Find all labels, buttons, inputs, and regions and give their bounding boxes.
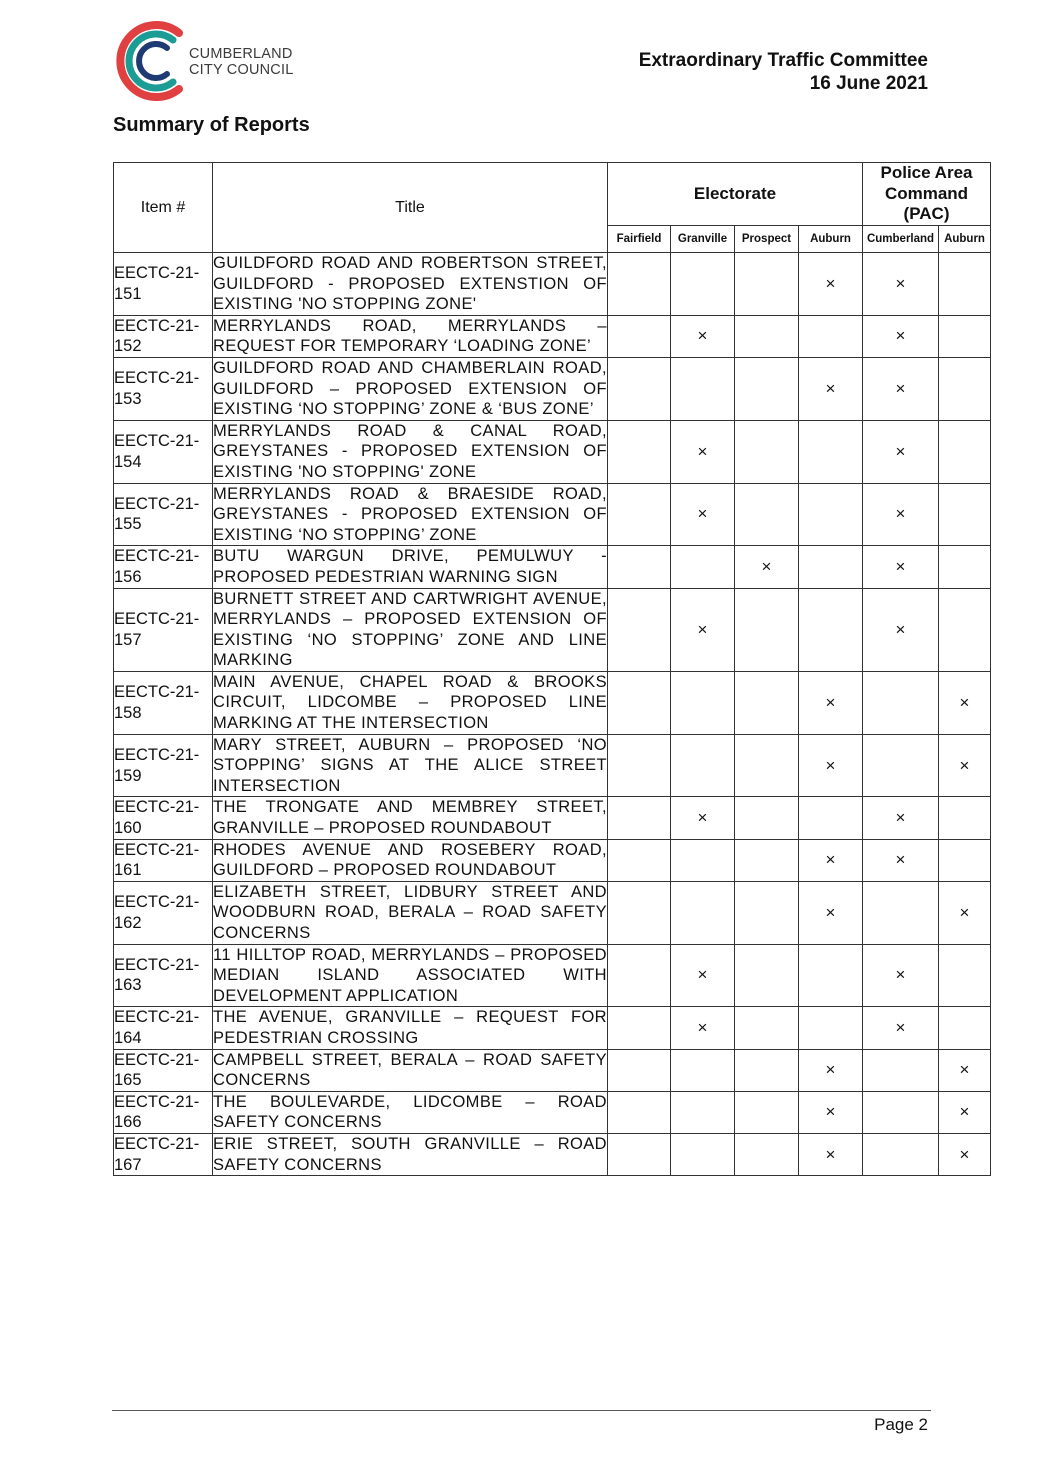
mark-cell: [735, 420, 799, 483]
mark-cell: [939, 253, 991, 316]
mark-cell: [608, 357, 671, 420]
council-logo-icon: [113, 20, 187, 102]
header-col-auburn-pac: Auburn: [939, 226, 991, 253]
mark-cell: [735, 1049, 799, 1091]
logo-line-2: CITY COUNCIL: [189, 62, 294, 78]
summary-title: Summary of Reports: [113, 114, 310, 136]
mark-cell: ×: [863, 588, 939, 671]
mark-cell: [863, 881, 939, 944]
mark-cell: [671, 671, 735, 734]
report-title: THE TRONGATE AND MEMBREY STREET, GRANVILLE – PROPOSED ROUNDABOUT: [213, 797, 608, 839]
mark-cell: [939, 483, 991, 546]
mark-cell: [863, 734, 939, 797]
header-pac: Police Area Command (PAC): [863, 163, 991, 226]
mark-cell: [799, 1007, 863, 1049]
mark-cell: [863, 1133, 939, 1175]
header-col-auburn: Auburn: [799, 226, 863, 253]
item-number: EECTC-21-161: [114, 839, 213, 881]
mark-cell: [939, 839, 991, 881]
mark-cell: [939, 588, 991, 671]
mark-cell: [608, 1049, 671, 1091]
mark-cell: [608, 1133, 671, 1175]
mark-cell: [608, 420, 671, 483]
council-logo: [113, 20, 313, 102]
item-number: EECTC-21-158: [114, 671, 213, 734]
header-item: Item #: [114, 163, 213, 253]
mark-cell: [799, 944, 863, 1007]
mark-cell: [608, 546, 671, 588]
mark-cell: [735, 357, 799, 420]
mark-cell: [671, 546, 735, 588]
mark-cell: [735, 588, 799, 671]
mark-cell: [608, 1007, 671, 1049]
item-number: EECTC-21-155: [114, 483, 213, 546]
report-title: THE BOULEVARDE, LIDCOMBE – ROAD SAFETY CONCERNS: [213, 1091, 608, 1133]
report-title: GUILDFORD ROAD AND ROBERTSON STREET, GUILDFORD - PROPOSED EXTENSTION OF EXISTING 'NO STOPPING ZONE': [213, 253, 608, 316]
table-row: [114, 483, 991, 546]
table-row: [114, 944, 991, 1007]
mark-cell: [735, 483, 799, 546]
item-number: EECTC-21-159: [114, 734, 213, 797]
mark-cell: [799, 546, 863, 588]
mark-cell: ×: [939, 1133, 991, 1175]
report-title: MARY STREET, AUBURN – PROPOSED ‘NO STOPPING’ SIGNS AT THE ALICE STREET INTERSECTION: [213, 734, 608, 797]
mark-cell: ×: [671, 588, 735, 671]
council-logo-text: [189, 46, 293, 78]
table-row: [114, 1049, 991, 1091]
mark-cell: [608, 671, 671, 734]
mark-cell: [939, 420, 991, 483]
mark-cell: [939, 1007, 991, 1049]
table-row: [114, 797, 991, 839]
mark-cell: [608, 588, 671, 671]
report-title: MERRYLANDS ROAD, MERRYLANDS – REQUEST FOR TEMPORARY ‘LOADING ZONE’: [213, 315, 608, 357]
item-number: EECTC-21-163: [114, 944, 213, 1007]
item-number: EECTC-21-151: [114, 253, 213, 316]
table-row: [114, 357, 991, 420]
mark-cell: [799, 483, 863, 546]
logo-line-1: CUMBERLAND: [189, 46, 293, 62]
mark-cell: ×: [671, 944, 735, 1007]
item-number: EECTC-21-157: [114, 588, 213, 671]
mark-cell: [735, 839, 799, 881]
mark-cell: [863, 1091, 939, 1133]
table-row: [114, 546, 991, 588]
mark-cell: ×: [799, 1049, 863, 1091]
mark-cell: [608, 734, 671, 797]
mark-cell: ×: [863, 315, 939, 357]
mark-cell: [863, 671, 939, 734]
mark-cell: [735, 1007, 799, 1049]
mark-cell: ×: [671, 315, 735, 357]
page-number: Page 2: [874, 1415, 928, 1434]
mark-cell: ×: [799, 357, 863, 420]
mark-cell: [608, 1091, 671, 1133]
meeting-date: 16 June 2021: [809, 73, 928, 94]
mark-cell: [608, 839, 671, 881]
mark-cell: [939, 357, 991, 420]
mark-cell: [735, 1133, 799, 1175]
mark-cell: [939, 944, 991, 1007]
item-number: EECTC-21-152: [114, 315, 213, 357]
mark-cell: ×: [671, 1007, 735, 1049]
mark-cell: ×: [799, 881, 863, 944]
header-col-cumberland-pac: Cumberland: [863, 226, 939, 253]
reports-table: [113, 162, 991, 1176]
mark-cell: ×: [863, 839, 939, 881]
report-title: MERRYLANDS ROAD & BRAESIDE ROAD, GREYSTANES - PROPOSED EXTENSION OF EXISTING ‘NO STOPPING’ ZONE: [213, 483, 608, 546]
table-row: [114, 671, 991, 734]
table-row: [114, 588, 991, 671]
mark-cell: ×: [863, 546, 939, 588]
table-row: [114, 1133, 991, 1175]
mark-cell: ×: [671, 420, 735, 483]
header-col-fairfield: Fairfield: [608, 226, 671, 253]
mark-cell: [671, 839, 735, 881]
item-number: EECTC-21-153: [114, 357, 213, 420]
item-number: EECTC-21-156: [114, 546, 213, 588]
mark-cell: ×: [939, 734, 991, 797]
mark-cell: ×: [671, 797, 735, 839]
report-title: GUILDFORD ROAD AND CHAMBERLAIN ROAD, GUILDFORD – PROPOSED EXTENSION OF EXISTING ‘NO STOPPING’ ZONE & ‘BUS ZONE’: [213, 357, 608, 420]
mark-cell: [735, 1091, 799, 1133]
mark-cell: ×: [799, 1091, 863, 1133]
mark-cell: [608, 315, 671, 357]
report-title: MERRYLANDS ROAD & CANAL ROAD, GREYSTANES - PROPOSED EXTENSION OF EXISTING 'NO STOPPING' ZONE: [213, 420, 608, 483]
mark-cell: [671, 734, 735, 797]
item-number: EECTC-21-162: [114, 881, 213, 944]
mark-cell: ×: [799, 1133, 863, 1175]
mark-cell: ×: [863, 483, 939, 546]
table-row: [114, 839, 991, 881]
header-col-granville: Granville: [671, 226, 735, 253]
mark-cell: ×: [799, 671, 863, 734]
mark-cell: [671, 1133, 735, 1175]
mark-cell: ×: [863, 420, 939, 483]
mark-cell: [608, 944, 671, 1007]
mark-cell: [608, 797, 671, 839]
mark-cell: [799, 420, 863, 483]
table-row: [114, 1091, 991, 1133]
item-number: EECTC-21-154: [114, 420, 213, 483]
table-row: [114, 420, 991, 483]
report-title: 11 HILLTOP ROAD, MERRYLANDS – PROPOSED MEDIAN ISLAND ASSOCIATED WITH DEVELOPMENT APPLICATION: [213, 944, 608, 1007]
item-number: EECTC-21-166: [114, 1091, 213, 1133]
item-number: EECTC-21-160: [114, 797, 213, 839]
mark-cell: ×: [863, 357, 939, 420]
report-title: RHODES AVENUE AND ROSEBERY ROAD, GUILDFORD – PROPOSED ROUNDABOUT: [213, 839, 608, 881]
report-title: BUTU WARGUN DRIVE, PEMULWUY - PROPOSED PEDESTRIAN WARNING SIGN: [213, 546, 608, 588]
mark-cell: ×: [939, 1049, 991, 1091]
header-title: Title: [213, 163, 608, 253]
mark-cell: ×: [863, 253, 939, 316]
footer-divider: [112, 1410, 931, 1411]
mark-cell: [939, 546, 991, 588]
mark-cell: [608, 483, 671, 546]
mark-cell: ×: [939, 1091, 991, 1133]
mark-cell: [671, 1091, 735, 1133]
mark-cell: ×: [939, 881, 991, 944]
mark-cell: [608, 881, 671, 944]
mark-cell: [799, 797, 863, 839]
item-number: EECTC-21-167: [114, 1133, 213, 1175]
mark-cell: ×: [863, 944, 939, 1007]
mark-cell: ×: [735, 546, 799, 588]
table-row: [114, 1007, 991, 1049]
mark-cell: [939, 797, 991, 839]
table-row: [114, 253, 991, 316]
mark-cell: [671, 881, 735, 944]
mark-cell: [735, 734, 799, 797]
mark-cell: ×: [671, 483, 735, 546]
mark-cell: [735, 315, 799, 357]
mark-cell: ×: [799, 839, 863, 881]
header-col-prospect: Prospect: [735, 226, 799, 253]
mark-cell: ×: [799, 253, 863, 316]
mark-cell: [608, 253, 671, 316]
item-number: EECTC-21-165: [114, 1049, 213, 1091]
report-title: BURNETT STREET AND CARTWRIGHT AVENUE, MERRYLANDS – PROPOSED EXTENSION OF EXISTING ‘NO STOPPING’ ZONE AND LINE MARKING: [213, 588, 608, 671]
report-title: MAIN AVENUE, CHAPEL ROAD & BROOKS CIRCUIT, LIDCOMBE – PROPOSED LINE MARKING AT THE INTERSECTION: [213, 671, 608, 734]
item-number: EECTC-21-164: [114, 1007, 213, 1049]
report-title: ELIZABETH STREET, LIDBURY STREET AND WOODBURN ROAD, BERALA – ROAD SAFETY CONCERNS: [213, 881, 608, 944]
mark-cell: ×: [799, 734, 863, 797]
mark-cell: [863, 1049, 939, 1091]
table-row: [114, 881, 991, 944]
mark-cell: [735, 797, 799, 839]
table-row: [114, 734, 991, 797]
meeting-title: Extraordinary Traffic Committee: [638, 50, 928, 71]
mark-cell: [735, 944, 799, 1007]
mark-cell: [671, 253, 735, 316]
report-title: THE AVENUE, GRANVILLE – REQUEST FOR PEDESTRIAN CROSSING: [213, 1007, 608, 1049]
mark-cell: ×: [863, 797, 939, 839]
mark-cell: [735, 881, 799, 944]
table-row: [114, 315, 991, 357]
report-title: CAMPBELL STREET, BERALA – ROAD SAFETY CONCERNS: [213, 1049, 608, 1091]
header-electorate: Electorate: [608, 163, 863, 226]
mark-cell: ×: [863, 1007, 939, 1049]
mark-cell: [735, 253, 799, 316]
mark-cell: [799, 315, 863, 357]
meeting-header: [639, 49, 928, 95]
mark-cell: [939, 315, 991, 357]
mark-cell: [799, 588, 863, 671]
mark-cell: ×: [939, 671, 991, 734]
mark-cell: [671, 357, 735, 420]
report-title: ERIE STREET, SOUTH GRANVILLE – ROAD SAFETY CONCERNS: [213, 1133, 608, 1175]
mark-cell: [735, 671, 799, 734]
mark-cell: [671, 1049, 735, 1091]
